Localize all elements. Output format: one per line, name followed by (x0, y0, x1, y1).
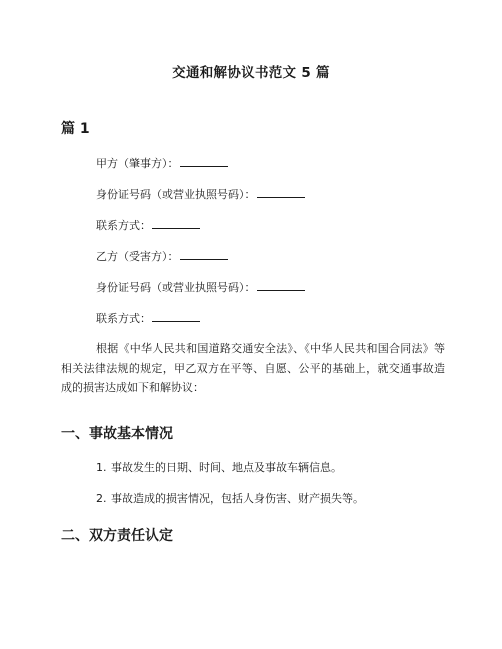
party-b-id-label: 身份证号码（或营业执照号码）： (96, 281, 256, 294)
party-a-id-blank-line (257, 197, 305, 198)
party-a-id-field (96, 187, 305, 202)
list-item (96, 491, 364, 506)
party-a-id-label: 身份证号码（或营业执照号码）： (96, 188, 256, 201)
section-heading-accident-info: 一、事故基本情况 (61, 426, 173, 442)
section-heading-liability: 二、双方责任认定 (61, 528, 173, 544)
list-item-text: 事故发生的日期、时间、地点及事故车辆信息。 (111, 461, 342, 474)
list-item-number: 2. (96, 492, 107, 505)
party-b-contact-blank-line (152, 321, 200, 322)
party-a-blank-line (180, 166, 228, 167)
document-title: 交通和解协议书范文 5 篇 (172, 65, 330, 81)
intro-paragraph: 根据《中华人民共和国道路交通安全法》、《中华人民共和国合同法》等相关法律法规的规定，甲乙双方在平等、自愿、公平的基础上，就交通事故造成的损害达成如下和解协议： (61, 342, 445, 394)
list-item (96, 460, 342, 475)
party-b-id-blank-line (257, 290, 305, 291)
party-b-contact-field (96, 311, 200, 326)
party-b-contact-label: 联系方式： (96, 312, 151, 325)
party-b-label: 乙方（受害方）： (96, 250, 179, 263)
party-b-field (96, 249, 228, 264)
party-b-blank-line (180, 259, 228, 260)
party-a-field (96, 156, 228, 171)
section-heading: 篇 1 (61, 121, 90, 137)
list-item-number: 1. (96, 461, 107, 474)
party-b-id-field (96, 280, 305, 295)
party-a-label: 甲方（肇事方）： (96, 157, 179, 170)
party-a-contact-label: 联系方式： (96, 219, 151, 232)
party-a-contact-blank-line (152, 228, 200, 229)
party-a-contact-field (96, 218, 200, 233)
list-item-text: 事故造成的损害情况，包括人身伤害、财产损失等。 (111, 492, 364, 505)
